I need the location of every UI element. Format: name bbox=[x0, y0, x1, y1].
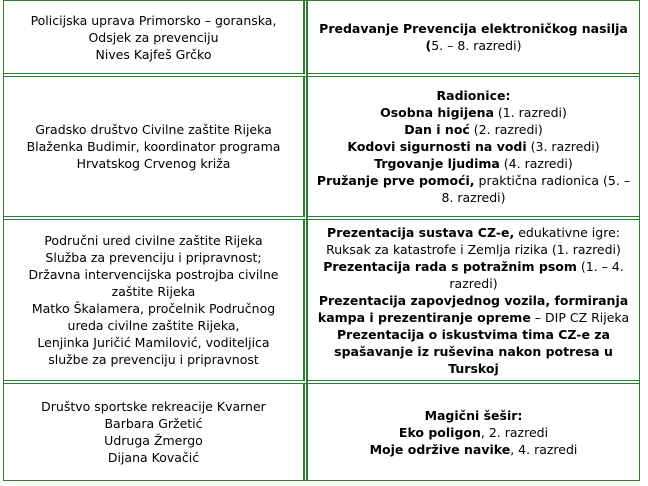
cell-line: 8. razredi) bbox=[441, 190, 506, 205]
program-cell bbox=[308, 384, 639, 480]
cell-line: Društvo sportske rekreacije Kvarner bbox=[41, 399, 266, 414]
cell-line: Ruksak za katastrofe i Zemlja rizika (1. razredi) bbox=[326, 241, 621, 257]
cell-line: Dan i noć (2. razredi) bbox=[404, 122, 543, 137]
cell-line: Radionice: bbox=[436, 88, 511, 103]
cell-line: Kodovi sigurnosti na vodi (3. razredi) bbox=[347, 139, 600, 154]
cell-line: Državna intervencijska postrojba civilne bbox=[28, 267, 279, 282]
cell-line: Nives Kajfeš Grčko bbox=[95, 46, 212, 62]
cell-line: (5. – 8. razredi) bbox=[425, 38, 522, 53]
organization-cell bbox=[4, 77, 308, 220]
cell-line: Predavanje Prevencija elektroničkog nasilja bbox=[319, 21, 628, 36]
organization-cell bbox=[4, 384, 308, 480]
table-row bbox=[4, 77, 639, 220]
cell-line: Turskoj bbox=[448, 360, 499, 376]
cell-line: Barbara Gržetić bbox=[104, 416, 203, 431]
cell-line: Odsjek za prevenciju bbox=[88, 29, 219, 45]
cell-line: Prezentacija rada s potražnim psom (1. – 4. bbox=[323, 258, 624, 274]
organization-cell bbox=[4, 1, 308, 77]
program-cell bbox=[308, 1, 639, 77]
cell-line: Policijska uprava Primorsko – goranska, bbox=[30, 12, 277, 28]
cell-line: zaštite Rijeka bbox=[111, 284, 196, 299]
cell-line: Prezentacija zapovjednog vozila, formiranja bbox=[318, 292, 629, 308]
cell-line: Magični šešir: bbox=[424, 407, 523, 423]
table-row bbox=[4, 1, 639, 77]
cell-line: Dijana Kovačić bbox=[107, 450, 200, 465]
cell-line: Pružanje prve pomoći, praktična radionica (5. – bbox=[316, 173, 631, 188]
cell-line: spašavanje iz ruševina nakon potresa u bbox=[334, 343, 613, 359]
cell-line: Moje održive navike, 4. razredi bbox=[369, 441, 578, 457]
cell-line: ureda civilne zaštite Rijeka, bbox=[67, 318, 240, 333]
cell-line: Prezentacija o iskustvima tima CZ-e za bbox=[337, 326, 610, 342]
cell-line: Služba za prevenciju i pripravnost; bbox=[45, 250, 262, 265]
cell-line: Eko poligon, 2. razredi bbox=[398, 424, 549, 440]
program-cell bbox=[308, 220, 639, 384]
cell-line: Trgovanje ljudima (4. razredi) bbox=[374, 156, 573, 171]
organization-cell bbox=[4, 220, 308, 384]
table-row bbox=[4, 220, 639, 384]
cell-line: Lenjinka Juričić Mamilović, voditeljica bbox=[37, 335, 270, 350]
cell-line: Blaženka Budimir, koordinator programa bbox=[26, 139, 281, 154]
cell-line: službe za prevenciju i pripravnost bbox=[48, 352, 259, 367]
cell-line: Prezentacija sustava CZ-e, edukativne igre: bbox=[327, 224, 620, 240]
cell-line: razredi) bbox=[449, 275, 498, 291]
table-row bbox=[4, 384, 639, 480]
cell-line: Udruga Žmergo bbox=[104, 433, 203, 448]
program-cell bbox=[308, 77, 639, 220]
cell-line: Gradsko društvo Civilne zaštite Rijeka bbox=[35, 122, 272, 137]
cell-line: Hrvatskog Crvenog križa bbox=[76, 156, 231, 171]
cell-line: Područni ured civilne zaštite Rijeka bbox=[44, 233, 263, 248]
program-table bbox=[3, 0, 640, 481]
cell-line: Osobna higijena (1. razredi) bbox=[380, 105, 567, 120]
cell-line: Matko Škalamera, pročelnik Područnog bbox=[31, 301, 276, 316]
cell-line: kampa i prezentiranje opreme – DIP CZ Rijeka bbox=[317, 309, 630, 325]
